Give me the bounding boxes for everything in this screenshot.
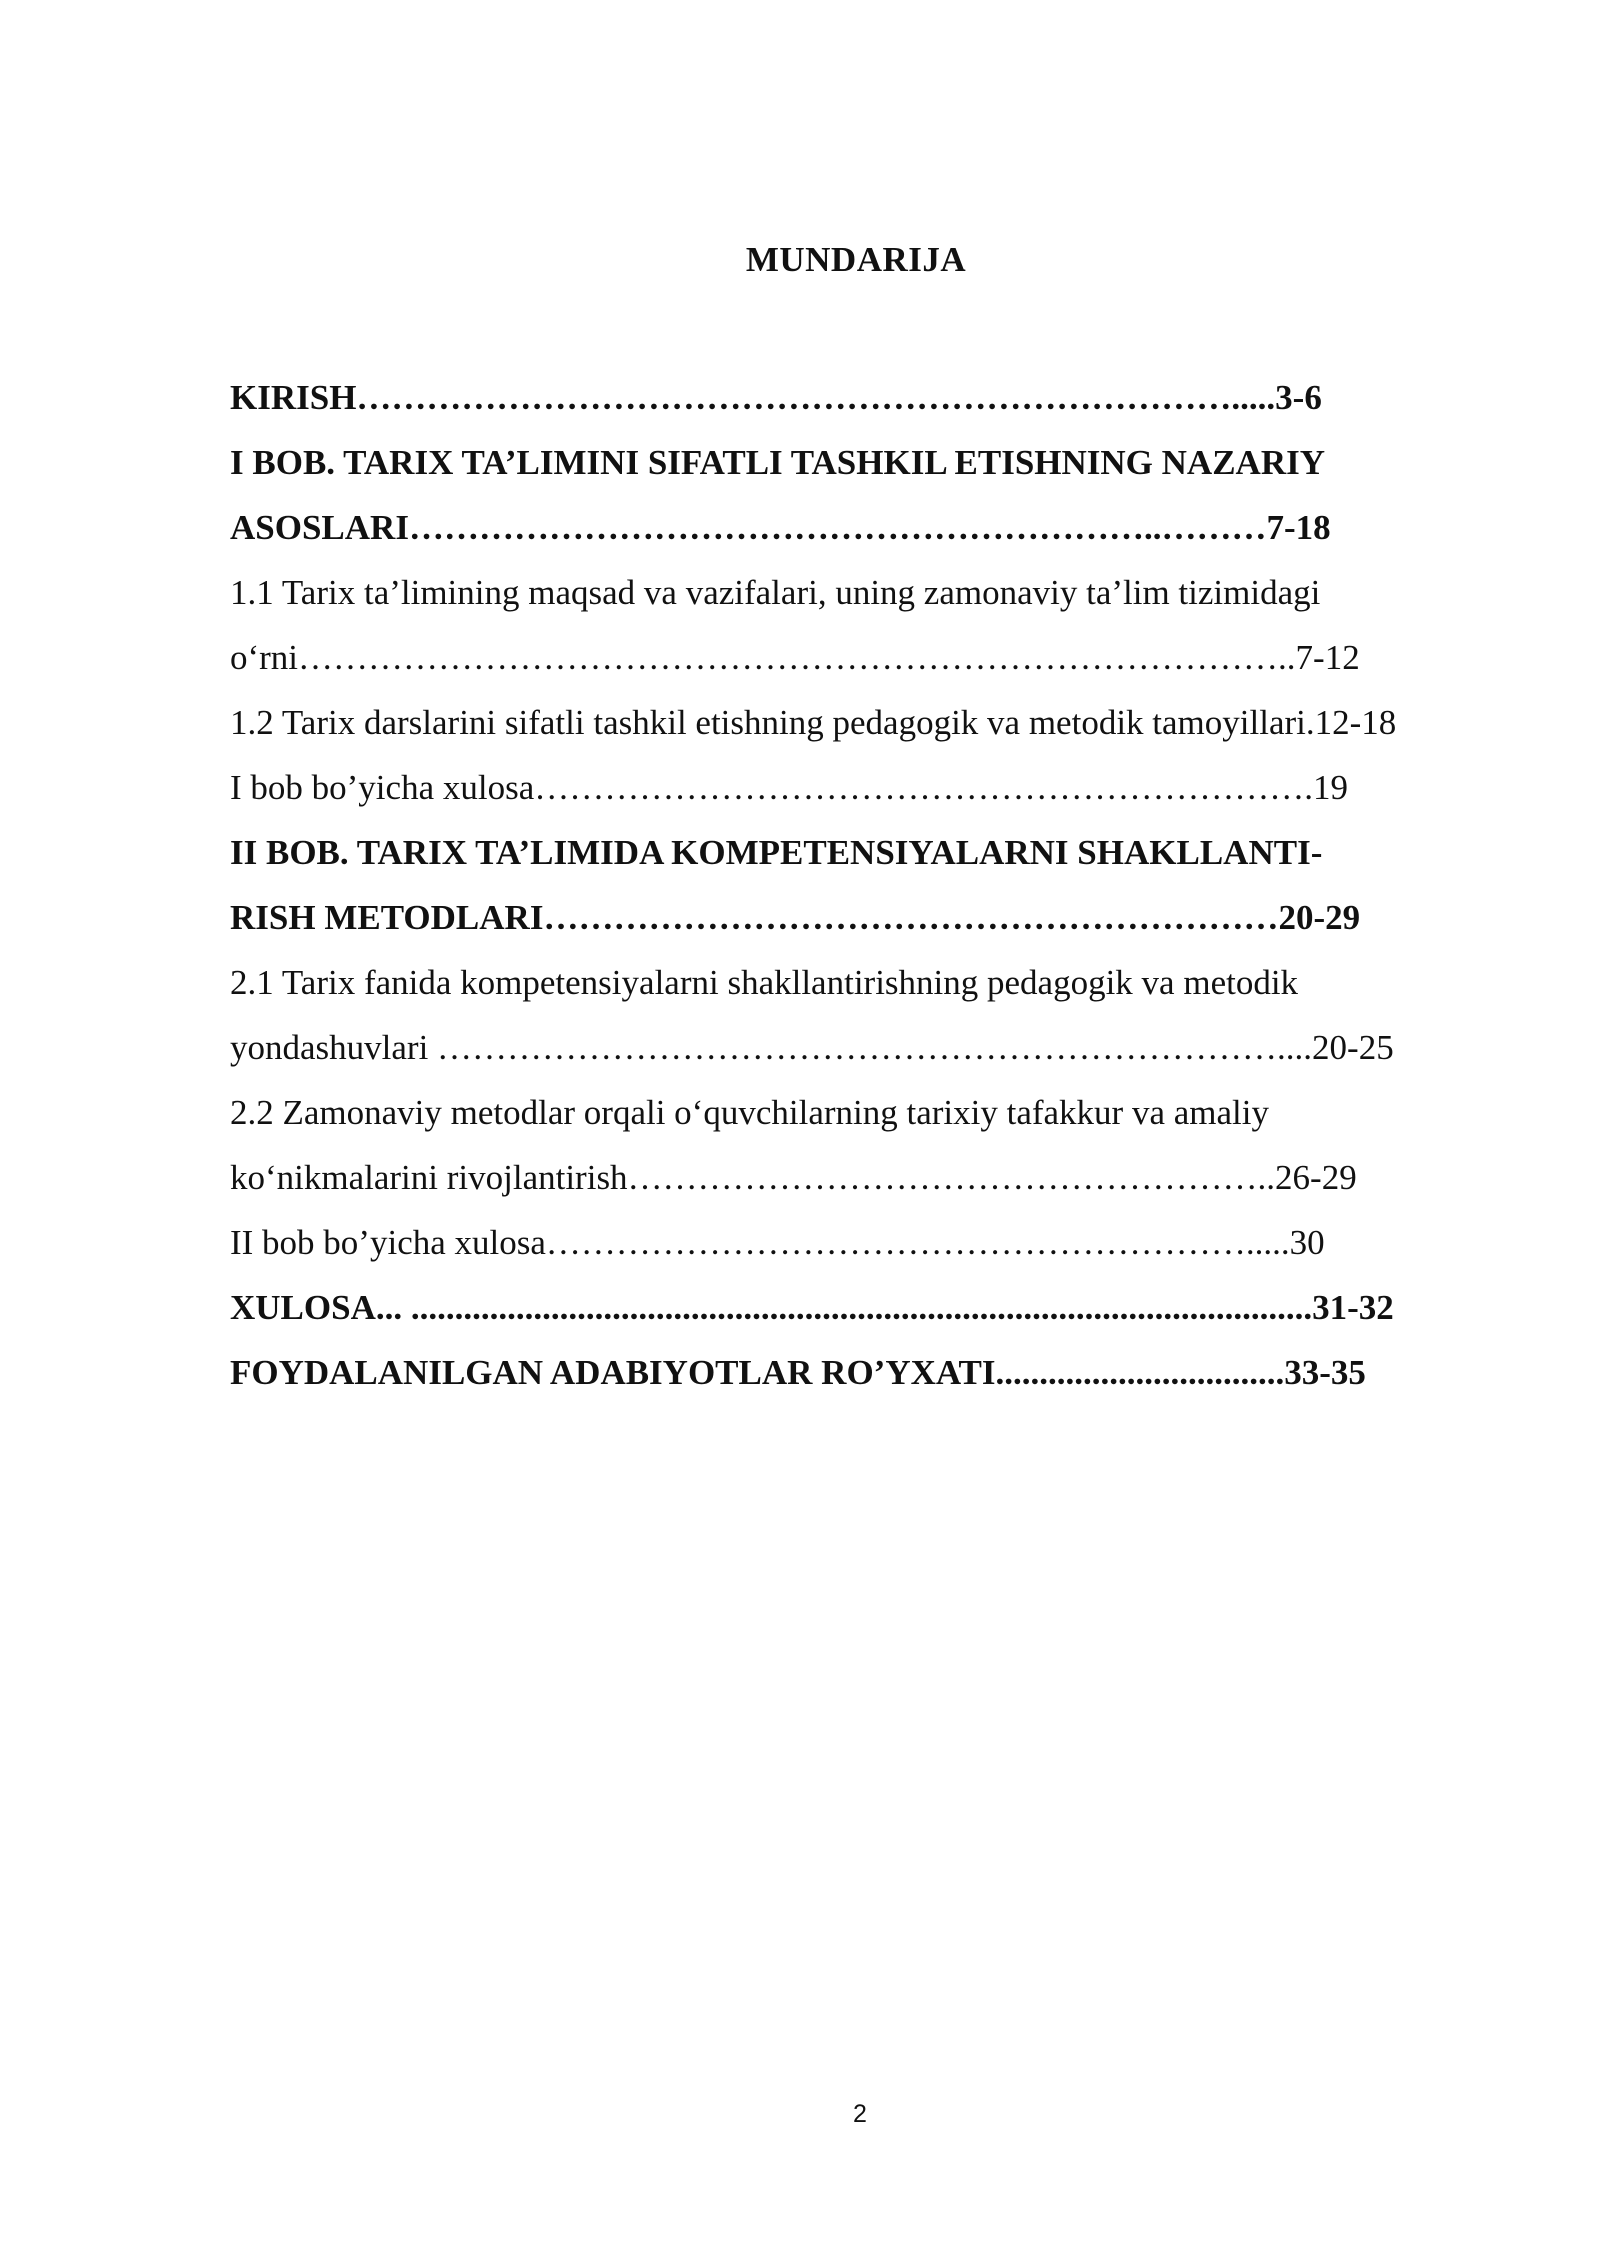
toc-entry: 1.1 Tarix ta’limining maqsad va vazifalari, uning zamonaviy ta’lim tizimidagi bbox=[230, 573, 1321, 612]
toc-entry: 2.1 Tarix fanida kompetensiyalarni shakllantirishning pedagogik va metodik bbox=[230, 963, 1299, 1002]
toc-entry: 1.2 Tarix darslarini sifatli tashkil etishning pedagogik va metodik tamoyillari.12-18 bbox=[230, 703, 1397, 742]
page-title: MUNDARIJA bbox=[745, 240, 967, 279]
table-of-contents bbox=[230, 365, 1500, 1405]
toc-entry: KIRISH………………………………………………………………….....3-6 bbox=[230, 378, 1322, 417]
page-number: 2 bbox=[853, 2100, 867, 2128]
toc-entry: yondashuvlari ………………………………………………………………....20-25 bbox=[230, 1028, 1394, 1067]
toc-entry: II BOB. TARIX TA’LIMIDA KOMPETENSIYALARNI SHAKLLANTI- bbox=[230, 833, 1323, 872]
toc-entry: o‘rni…………………………………………………………………………..7-12 bbox=[230, 638, 1360, 677]
toc-entry: II bob bo’yicha xulosa…………………………………………………….....30 bbox=[230, 1223, 1325, 1262]
toc-entry: I bob bo’yicha xulosa………………………………………………………….19 bbox=[230, 768, 1348, 807]
toc-entry: ko‘nikmalarini rivojlantirish………………………………………………..26-29 bbox=[230, 1158, 1357, 1197]
toc-entry: FOYDALANILGAN ADABIYOTLAR RO’YXATI.................................33-35 bbox=[230, 1353, 1366, 1392]
toc-entry: 2.2 Zamonaviy metodlar orqali o‘quvchilarning tarixiy tafakkur va amaliy bbox=[230, 1093, 1269, 1132]
toc-entry: RISH METODLARI………………………………………………………20-29 bbox=[230, 898, 1361, 937]
toc-entry: I BOB. TARIX TA’LIMINI SIFATLI TASHKIL ETISHNING NAZARIY bbox=[230, 443, 1325, 482]
toc-entry: ASOSLARI………………………………………………………..………7-18 bbox=[230, 508, 1331, 547]
toc-entry: XULOSA... .......................................................................................................31-32 bbox=[230, 1288, 1394, 1327]
